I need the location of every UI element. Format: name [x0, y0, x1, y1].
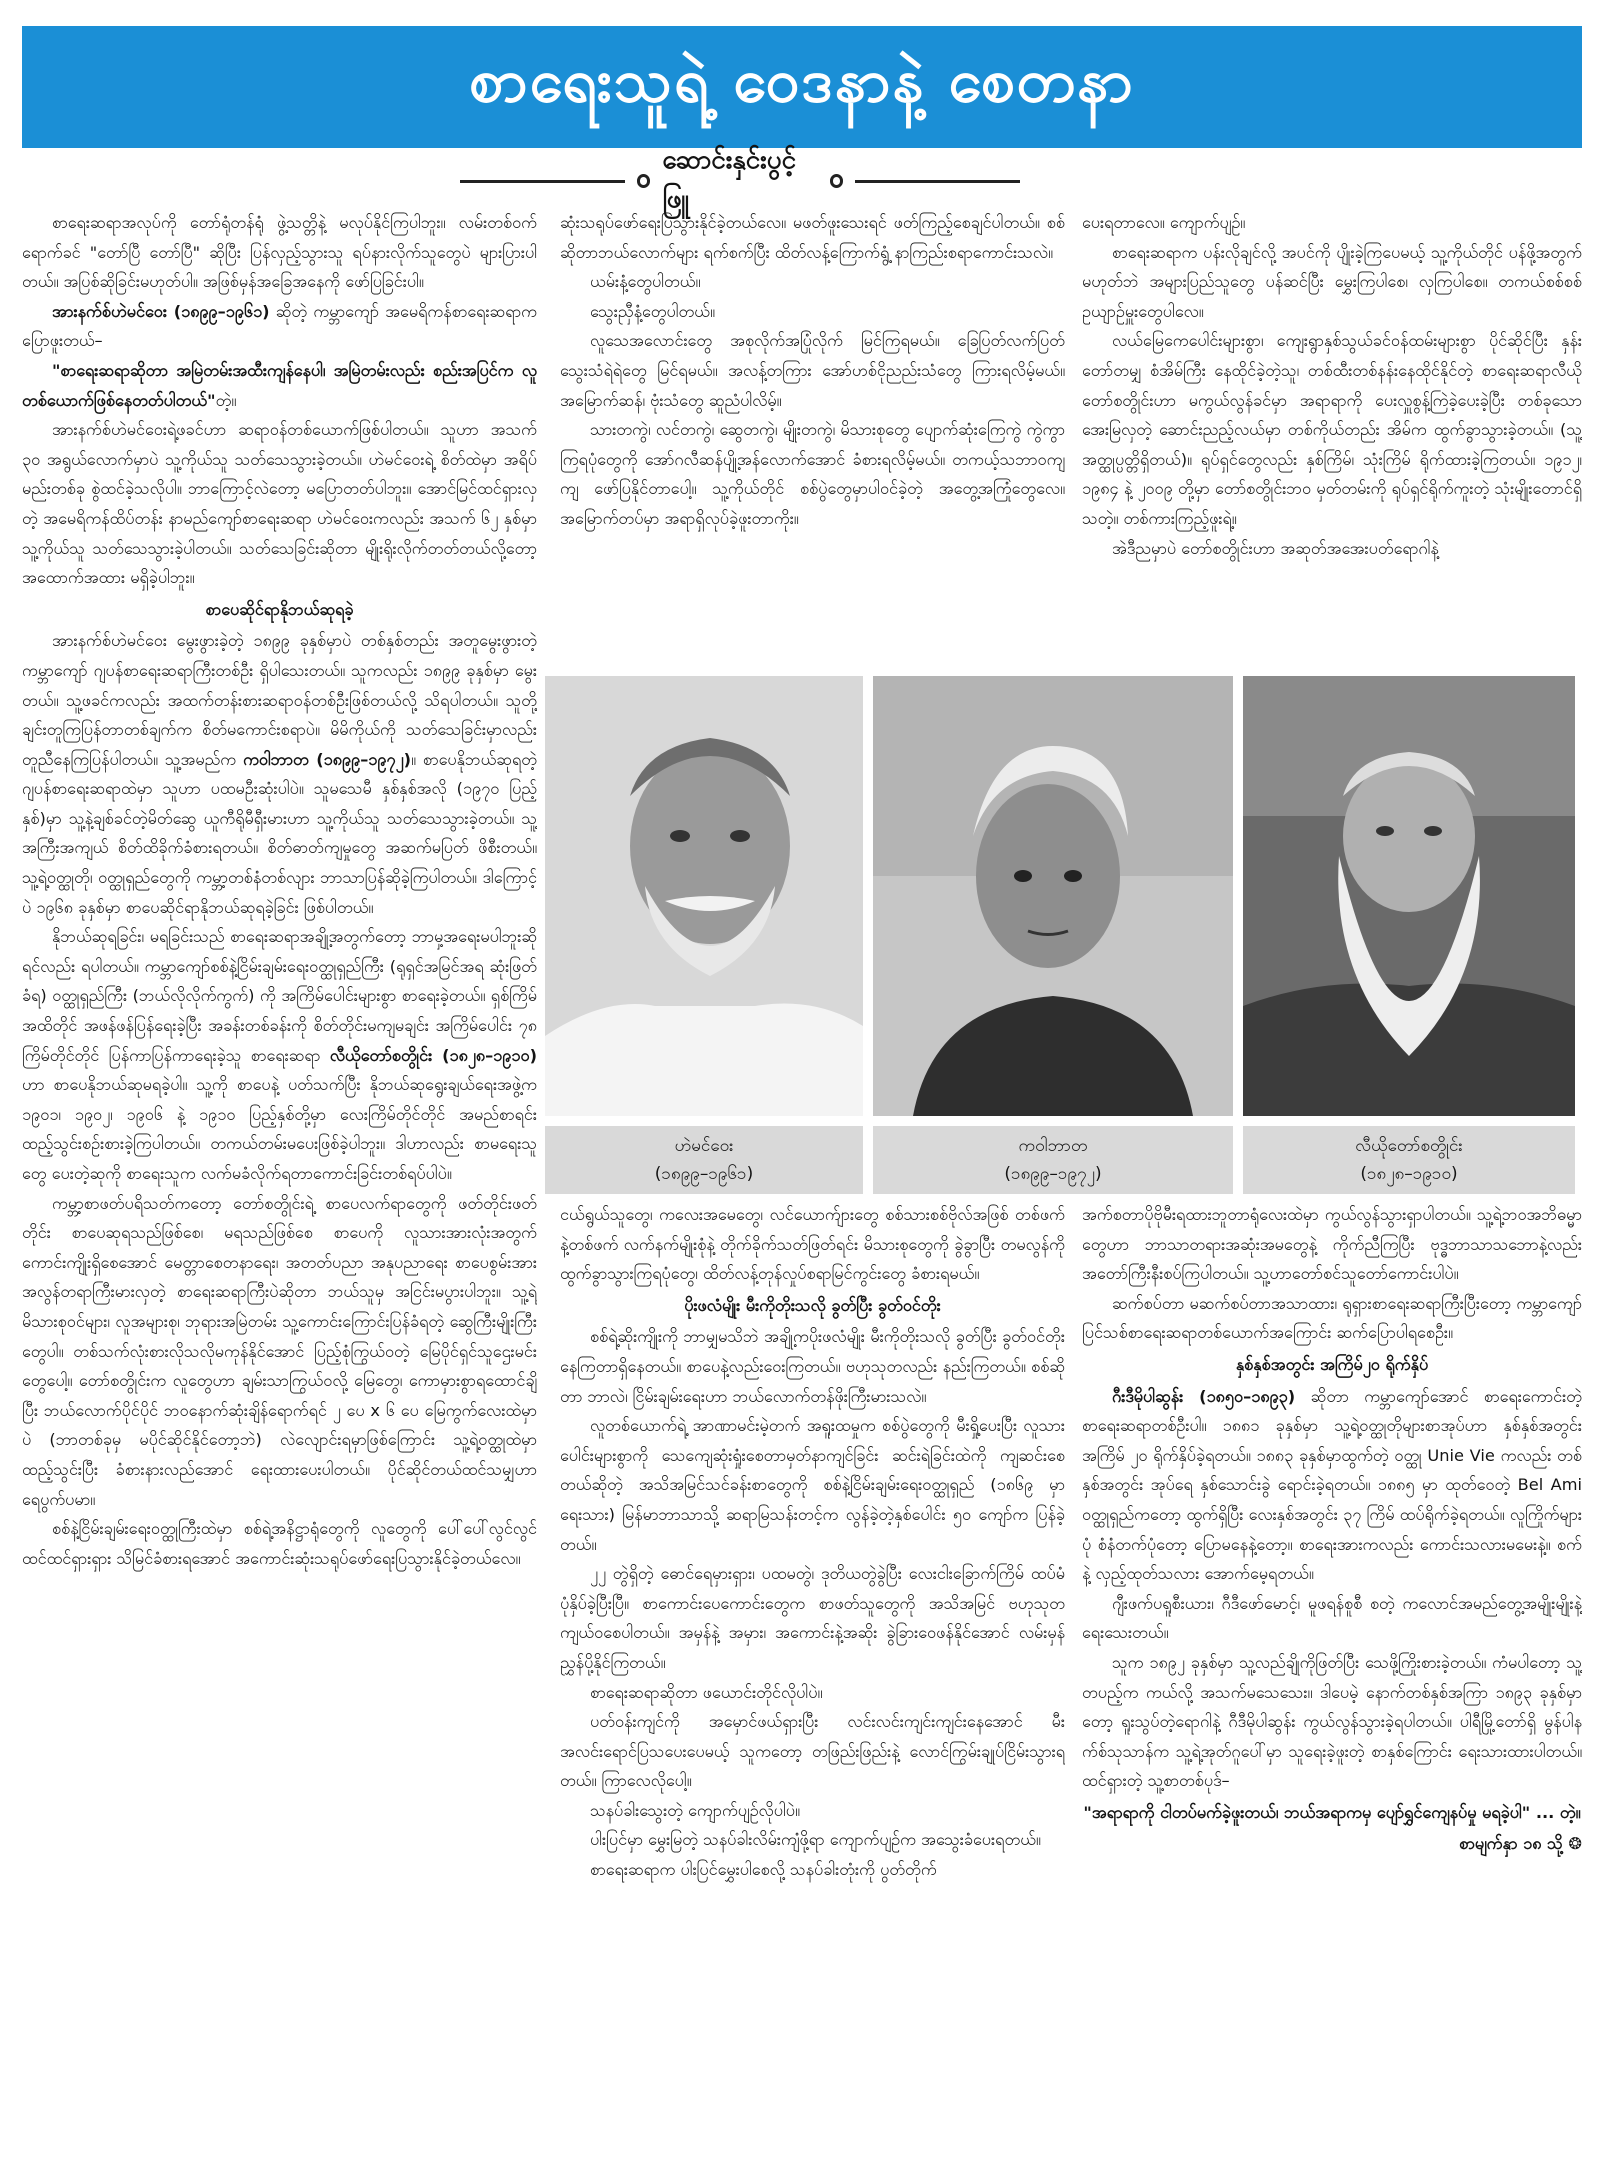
article-title: စာရေးသူရဲ့ ဝေဒနာနဲ့ စေတနာ: [469, 46, 1135, 116]
paragraph: [22, 297, 537, 356]
caption-years: (၁၈၉၉–၁၉၇၂): [1004, 1164, 1102, 1184]
paragraph: ပါးပြင်မှာ မွှေးမြတဲ့ သနပ်ခါးလိမ်းကျံဖို့ရာ ကျောက်ပျဉ်က အသွေးခံပေးရတယ်။: [590, 1830, 1041, 1850]
person-name: အားနက်စ်ဟဲမင်ဝေး (၁၈၉၉–၁၉၆၁): [52, 301, 270, 321]
column-3-bottom: [1082, 1200, 1582, 2155]
text: ဆိုတာ ကမ္ဘာကျော်အောင် စာရေးကောင်းတဲ့ စာရေးဆရာတစ်ဦးပါ။ ၁၈၈၁ ခုနှစ်မှာ သူ့ရဲ့ဝတ္ထုတိုများစာအုပ်ဟာ နှစ်နှစ်အတွင်း အကြိမ် ၂၀ ရိုက်နှိပ်ခဲ့ရတယ်။ ၁၈၈၃ ခုနှစ်မှာထွက်တဲ့ ဝတ္ထု Unie Vie ကလည်း တစ်နှစ်အတွင်း အုပ်ရေ နှစ်သောင်းခွဲ ရောင်းခဲ့ရတယ်။ ၁၈၈၅ မှာ ထုတ်ဝေတဲ့ Bel Ami ဝတ္ထုရှည်ကတော့ ထွက်ရှိပြီး လေးနှစ်အတွင်း ၃၇ ကြိမ် ထပ်ရိုက်ခဲ့ရတယ်။ လူကြိုက်များပုံ စံနံတက်ပုံတော့ ပြောမနေနဲ့တော့။ စာရေးအားကလည်း ကောင်းသလားမမေးနဲ့။ စက်နဲ့ လှည့်ထုတ်သလား အောက်မေ့ရတယ်။: [1082, 1386, 1582, 1584]
portrait-kawabata-image: [873, 676, 1233, 1116]
caption-years: (၁၈၂၈–၁၉၁၀): [1360, 1164, 1458, 1184]
paragraph: အဲဒီညမှာပဲ တော်စတွိုင်းဟာ အဆုတ်အအေးပတ်ရောဂါနဲ့: [1112, 538, 1439, 558]
quote: "အရာရာကို ငါတပ်မက်ခဲ့ဖူးတယ်၊ ဘယ်အရာကမှ ပျော်ရွှင်ကျေနပ်မှု မရခဲ့ပါ" ... တဲ့။: [1083, 1802, 1581, 1822]
quote: "စာရေးဆရာဆိုတာ အမြဲတမ်းအထီးကျန်နေပါ၊ အမြဲတမ်းလည်း စည်းအပြင်က လူတစ်ယောက်ဖြစ်နေတတ်ပါတယ်": [22, 360, 537, 410]
ring-ornament-icon: [637, 174, 651, 188]
portrait-kawabata: [873, 676, 1233, 1116]
portrait-hemingway-image: [545, 676, 863, 1116]
column-1: [22, 208, 537, 2158]
paragraph: [1082, 1382, 1582, 1589]
subheading: စာပေဆိုင်ရာနိုဘယ်ဆုရခဲ့: [205, 599, 354, 619]
subheading: နှစ်နှစ်အတွင်း အကြိမ်၂၀ ရိုက်နှိပ်: [1235, 1354, 1429, 1374]
text: ။ စာပေနိုဘယ်ဆုရတဲ့ဂျပန်စာရေးဆရာထဲမှာ သူဟာ ပထမဦးဆုံးပါပဲ။ သူမသေမီ နှစ်နှစ်အလို (၁၉၇၀ ပြည့်နှစ်)မှာ သူ့နဲ့ချစ်ခင်တဲ့မိတ်ဆွေ ယူကီရိုမီရှီးမားဟာ သူ့ကိုယ်သူ သတ်သေသွားခဲ့တယ်။ သူ့အကြီးအကျယ် စိတ်ထိခိုက်ခံစားရတယ်။ စိတ်ဓာတ်ကျမှုတွေ အဆက်မပြတ် ဖိစီးတယ်။ သူ့ရဲ့ဝတ္ထုတို၊ ဝတ္ထုရှည်တွေကို ကမ္ဘာ့တစ်နံတစ်လျား ဘာသာပြန်ဆိုခဲ့ကြပါတယ်။ ဒါကြောင့်ပဲ ၁၉၆၈ ခုနှစ်မှာ စာပေဆိုင်ရာနိုဘယ်ဆုရခဲ့ခြင်း ဖြစ်ပါတယ်။: [22, 749, 537, 917]
paragraph: စာရေးဆရာအလုပ်ကို တော်ရုံတန်ရုံ ဖွဲ့သတ္တိနဲ့ မလုပ်နိုင်ကြပါဘူး။ လမ်းတစ်ဝက်ရောက်ခင် "တော်ပြီ တော်ပြီ" ဆိုပြီး ပြန်လှည့်သွားသူ ရပ်နားလိုက်သူတွေပဲ များပြားပါတယ်။ အပြစ်ဆိုခြင်းမဟုတ်ပါ။ အဖြစ်မှန်အခြေအနေကို ဖော်ပြခြင်းပါ။: [22, 213, 537, 292]
caption-name: လီယိုတော်စတွိုင်း: [1355, 1136, 1463, 1156]
caption-tolstoy: [1243, 1126, 1575, 1194]
paragraph: [22, 626, 537, 922]
paragraph: စာရေးဆရာက ပန်းလိုချင်လို့ အပင်ကို ပျိုးခဲ့ကြပေမယ့် သူ့ကိုယ်တိုင် ပန်ဖို့အတွက်မဟုတ်ဘဲ အများပြည်သူတွေ ပန်ဆင်ပြီး မွှေးကြပါစေ၊ လှကြပါစေ။ တကယ်စစ်စစ် ဥယျာဉ်မှူးတွေပါလေ။: [1082, 242, 1582, 321]
caption-hemingway: [545, 1126, 863, 1194]
person-name: ကဝါဘာတ (၁၈၉၉–၁၉၇၂): [243, 749, 411, 769]
text: အားနက်စ်ဟဲမင်ဝေး မွေးဖွားခဲ့တဲ့ ၁၈၉၉ ခုနှစ်မှာပဲ တစ်နှစ်တည်း အတူမွေးဖွားတဲ့ ကမ္ဘာကျော် ဂျပန်စာရေးဆရာကြီးတစ်ဦး ရှိပါသေးတယ်။ သူကလည်း ၁၈၉၉ ခုနှစ်မှာ မွေးတယ်။ သူ့ဖခင်ကလည်း အထက်တန်းစားဆရာဝန်တစ်ဦးဖြစ်တယ်လို့ သိရပါတယ်။ သူတို့ချင်းတူကြပြန်တာတစ်ချက်က စိတ်မကောင်းစရာပဲ။ မိမိကိုယ်ကို သတ်သေခြင်းမှာလည်း တူညီနေကြပြန်ပါတယ်။ သူ့အမည်က: [22, 631, 537, 769]
portrait-gallery: [545, 676, 1575, 1196]
text: တဲ့။: [215, 390, 237, 410]
paragraph: သနပ်ခါးသွေးတဲ့ ကျောက်ပျဉ်လိုပါပဲ။: [590, 1800, 800, 1820]
byline-rule-right: [855, 180, 1020, 183]
paragraph: စစ်ရဲ့ဆိုးကျိုးကို ဘာမျှမသိဘဲ အချို့ကပိုးဖလံမျိုး မီးကိုတိုးသလို ခွတ်ပြီး ခွတ်ဝင်တိုးနေကြတာရှိနေတယ်။ စာပေနဲ့လည်းဝေးကြတယ်။ ဗဟုသုတလည်း နည်းကြတယ်။ စစ်ဆိုတာ ဘာလဲ၊ ငြိမ်းချမ်းရေးဟာ ဘယ်လောက်တန်ဖိုးကြီးမားသလဲ။: [560, 1327, 1065, 1406]
subheading: ပိုးဖလံမျိုး မီးကိုတိုးသလို ခွတ်ပြီး ခွတ်ဝင်တိုး: [684, 1295, 941, 1315]
column-3-top: [1082, 208, 1582, 670]
byline: [460, 145, 1020, 214]
portrait-tolstoy-image: [1243, 676, 1575, 1116]
paragraph: လယ်မြေကေပေါင်းများစွာ၊ ကျေးရွာနှစ်သွယ်ခင်ဝန်ထမ်းများစွာ ပိုင်ဆိုင်ပြီး နှန်းတော်တမျှ စံအိမ်ကြီး နေထိုင်ခဲ့တဲ့သူ၊ တစ်ထီးတစ်နန်းနေထိုင်နိုင်တဲ့ စာရေးဆရာလီယိုတော်စတွိုင်းဟာ မကွယ်လွန်ခင်မှာ အရာရာကို ပေးလှူစွန့်ကြဲခဲ့ပေးခဲ့ပြီး တစ်ခုသော အေးမြလှတဲ့ ဆောင်းညည့်လယ်မှာ တစ်ကိုယ်တည်း အိမ်က ထွက်ခွာသွားခဲ့တယ်။ (သူ့အတ္ထုပ္ပတ္တိရှိတယ်)။ ရုပ်ရှင်တွေလည်း နှစ်ကြိမ်၊ သုံးကြိမ် ရိုက်ထားခဲ့ကြတယ်။ ၁၉၁၂၊ ၁၉၈၄ နဲ့ ၂၀၀၉ တို့မှာ တော်စတွိုင်းဘဝ မှတ်တမ်းကို ရုပ်ရှင်ရိုက်ကူးတဲ့ သုံးမျိုးတောင်ရှိသတဲ့။ တစ်ကားကြည့်ဖူးရဲ့။: [1082, 331, 1582, 528]
caption-name: ဟဲမင်ဝေး: [674, 1136, 734, 1156]
paragraph: ဂျီးဖက်ပရူစီးယား၊ ဂီဒီဖော်မောင့်၊ မူဖရန်စူစီ စတဲ့ ကလောင်အမည်တွေ့အမျိုးမျိုးနဲ့ ရေးသေးတယ်။: [1082, 1593, 1582, 1643]
paragraph: စာရေးဆရာဆိုတာ ဖယောင်းတိုင်လိုပါပဲ။: [590, 1682, 823, 1702]
paragraph: [22, 356, 537, 415]
portrait-tolstoy: [1243, 676, 1575, 1116]
byline-rule-left: [460, 180, 625, 183]
paragraph: လူသေအလောင်းတွေ အစုလိုက်အပြုံလိုက် မြင်ကြရမယ်။ ခြေပြတ်လက်ပြတ် သွေးသံရဲရဲတွေ မြင်ရမယ်။ အလန့်တကြား အော်ဟစ်ငိုညည်းသံတွေ ကြားရလိမ့်မယ်။ အမြောက်ဆန်၊ ဗုံးသံတွေ ဆူညံပါလိမ့်။: [560, 331, 1065, 410]
person-name: လီယိုတော်စတွိုင်း (၁၈၂၈–၁၉၁၀): [329, 1045, 537, 1065]
paragraph: ကမ္ဘာ့စာဖတ်ပရိသတ်ကတော့ တော်စတွိုင်းရဲ့ စာပေလက်ရာတွေကို ဖတ်တိုင်းဖတ်တိုင်း စာပေဆုရသည်ဖြစ်စေ၊ မရသည်ဖြစ်စေ စာပေကို လူသားအားလုံးအတွက် ကောင်းကျိုးရှိစေအောင် မေတ္တာစေတနာရေး၊ အတတ်ပညာ အနုပညာရေး စာပေစွမ်းအား အလွန်တရာကြီးမားလှတဲ့ စာရေးဆရာကြီးပဲဆိုတာ ဘယ်သူမှ အငြင်းမပွားပါဘူး။ သူ့ရဲ့မိသားစုဝင်များ၊ လူအများစု၊ ဘုရားအမြဲတမ်း သူ့ကောင်းကြောင်းပြန်ခံရတဲ့ ဆွေကြီးမျိုးကြီးတွေပါ။ တစ်သက်လုံးစားလိုသလိုမကုန်နိုင်အောင် ပြည့်စုံကြွယ်ဝတဲ့ မြေပိုင်ရှင်သူဌေးမင်းတွေပေါ့။ တော်စတွိုင်းက လူတွေဟာ ချမ်းသာကြွယ်ဝလို့ မြေတွေ၊ ကောမှားစွာရထောင်ချိပြီး ဘယ်လောက်ပိုင်ပိုင် ဘဝနောက်ဆုံးချိန်ရောက်ရင် ၂ ပေ x ၆ ပေ မြေကွက်လေးထဲမှာပဲ (ဘာတစ်ခုမှ မပိုင်ဆိုင်နိုင်တော့ဘဲ) လဲလျောင်းရမှာဖြစ်ကြောင်း သူ့ရဲ့ဝတ္ထုထဲမှာ ထည့်သွင်းပြီး ခံစားနားလည်အောင် ရေးထားပေးပါတယ်။ ပိုင်ဆိုင်တယ်ထင်သမျှဟာ ရေပွက်ပမာ။: [22, 1193, 537, 1509]
author-name: ဆောင်းနှင်းပွင့်ဖြူ: [662, 145, 797, 214]
text: နိုဘယ်ဆုရခြင်း၊ မရခြင်းသည် စာရေးဆရာအချို့အတွက်တော့ ဘာမှ့အရေးမပါဘူးဆိုရင်လည်း ရပါတယ်။ ကမ္ဘာကျော်စစ်နဲ့ငြိမ်းချမ်းရေးဝတ္ထုရှည်ကြီး (ရုရှင်အမြင်အရ ဆုံးဖြတ်ခံရ) ဝတ္ထုရှည်ကြီး (ဘယ်လိုလိုက်ကွက်) ကို အကြိမ်ပေါင်းများစွာ စာရေးခဲ့တယ်။ ရှစ်ကြိမ် အထိတိုင် အဖန်ဖန်ပြန်ရေးခဲ့ပြီး အခန်းတစ်ခန်းကို စိတ်တိုင်းမကျမချင်း အကြိမ်ပေါင်း ၇၈ ကြိမ်တိုင်တိုင် ပြန်ကာပြန်ကာရေးခဲ့သူ စာရေးဆရာ: [22, 927, 537, 1065]
paragraph: ဆက်စပ်တာ မဆက်စပ်တာအသာထား၊ ရုရှားစာရေးဆရာကြီးပြီးတော့ ကမ္ဘာကျော် ပြင်သစ်စာရေးဆရာတစ်ယောက်အကြောင်း ဆက်ပြောပါရစေဦး။: [1082, 1293, 1582, 1343]
portrait-hemingway: [545, 676, 863, 1116]
paragraph: ပတ်ဝန်းကျင်ကို အမှောင်ဖယ်ရှားပြီး လင်းလင်းကျင်းကျင်းနေအောင် မီးအလင်းရောင်ပြသပေးပေမယ့် သူကတော့ တဖြည်းဖြည်းနဲ့ လောင်ကြွမ်းချုပ်ငြိမ်းသွားရတယ်။ ကြာလေလိုပေါ့။: [560, 1712, 1065, 1791]
caption-years: (၁၈၉၉–၁၉၆၁): [654, 1164, 754, 1184]
paragraph: အက်စတာပိုဗိုမီးရထားဘူတာရုံလေးထဲမှာ ကွယ်လွန်သွားရှာပါတယ်။ သူ့ရဲ့ဘဝအဘိဓမ္မာတွေဟာ ဘာသာတရားအဆုံးအမတွေနဲ့ ကိုက်ညီကြပြီး ဗုဒ္ဓဘာသာသဘောနဲ့လည်း အတော်ကြီးနီးစပ်ကြပါတယ်။ သူ့ဟာတော်စင်သူတော်ကောင်းပါပဲ။: [1082, 1205, 1582, 1284]
paragraph: သူက ၁၈၉၂ ခုနှစ်မှာ သူ့လည်ချိုကိုဖြတ်ပြီး သေဖို့ကြိုးစားခဲ့တယ်။ ကံမပါတော့ သူ့တပည့်က ကယ်လို့ အသက်မသေသေး။ ဒါပေမဲ့ နောက်တစ်နှစ်အကြာ ၁၈၉၃ ခုနှစ်မှာတော့ ရူးသွပ်တဲ့ရောဂါနဲ့ ဂီဒီမိုပါဆွန်း ကွယ်လွန်သွားခဲ့ရပါတယ်။ ပါရီမြို့တော်ရှိ မွန်ပါနက်စ်သုသာန်က သူ့ရဲ့အုတ်ဂူပေါ်မှာ သူရေးခဲ့ဖူးတဲ့ စာနှစ်ကြောင်း ရေးသားထားပါတယ်။ ထင်ရှားတဲ့ သူ့စာတစ်ပုဒ်–: [1082, 1652, 1582, 1791]
paragraph: ၂၂ တွဲရှိတဲ့ ဓောင်ရေမှားရှား၊ ပထမတွဲ၊ ဒုတိယတွဲခွဲပြီး လေးငါးခြောက်ကြိမ် ထပ်မံပုံနှိပ်ခဲ့ပြီးပြီ။ စာကောင်းပေကောင်းတွေက စာဖတ်သူတွေကို အသိအမြင် ဗဟုသုတ ကျယ်ဝစေပါတယ်။ အမှန်နဲ့ အမှား၊ အကောင်းနဲ့အဆိုး ခွဲခြားဝေဖန်နိုင်အောင် လမ်းမှန်ညွှန်ပို့နိုင်ကြတယ်။: [560, 1564, 1065, 1672]
paragraph: စစ်နဲ့ငြိမ်းချမ်းရေးဝတ္ထုကြီးထဲမှာ စစ်ရဲ့အနိဋ္ဌာရုံတွေကို လူတွေကို ပေါ်ပေါ်လွင်လွင် ထင်ထင်ရှားရှား သိမြင်ခံစားရအောင် အကောင်းဆုံးသရုပ်ဖော်ရေးပြသွားနိုင်ခဲ့တယ်လေ။: [22, 1519, 537, 1568]
paragraph: ယမ်းနံ့တွေပါတယ်။: [590, 272, 701, 292]
caption-kawabata: [873, 1126, 1233, 1194]
paragraph: စာရေးဆရာက ပါးပြင်မွှေးပါစေလို့ သနပ်ခါးတုံးကို ပွတ်တိုက်: [590, 1860, 937, 1880]
paragraph: လူတစ်ယောက်ရဲ့ အာဏာမင်းမဲ့တက် အရူးထမှုက စစ်ပွဲတွေကို မီးရှို့ပေးပြီး လူသားပေါင်းများစွာကို သေကျေဆုံးရှုံးစေတာမှတ်နာကျင်ခြင်း ဆင်းရဲခြင်းထဲကို ကျဆင်းစေတယ်ဆိုတဲ့ အသိအမြင်သင်ခန်းစာတွေကို စစ်နဲ့ငြိမ်းချမ်းရေးဝတ္ထုရှည် (၁၈၆၉ မှာ ရေးသား) မြန်မာဘာသာသို့ ဆရာမြသန်းတင့်က လွန်ခဲ့တဲ့နှစ်ပေါင်း ၅၀ ကျော်က ပြန်ခဲ့တယ်။: [560, 1416, 1065, 1554]
text: ဆိုတဲ့ ကမ္ဘာကျော် အမေရိကန်စာရေးဆရာက ပြောဖူးတယ်–: [22, 301, 537, 351]
column-2-top: [560, 208, 1065, 670]
paragraph: ပေးရတာလေ။ ကျောက်ပျဉ်။: [1082, 213, 1246, 232]
title-banner: [22, 26, 1582, 148]
paragraph: [22, 922, 537, 1188]
paragraph: သွေးညှီနံ့တွေပါတယ်။: [590, 301, 715, 321]
text: ဟာ စာပေနိုဘယ်ဆုမရခဲ့ပါ။ သူ့ကို စာပေနဲ့ ပတ်သက်ပြီး နိုဘယ်ဆုရွေးချယ်ရေးအဖွဲ့က ၁၉၀၁၊ ၁၉၀၂၊ ၁၉၀၆ နဲ့ ၁၉၁၀ ပြည့်နှစ်တို့မှာ လေးကြိမ်တိုင်တိုင် အမည်စာရင်း ထည့်သွင်းစဉ်းစားခဲ့ကြပါတယ်။ တကယ်တမ်းမပေးဖြစ်ခဲ့ပါဘူး။ ဒါဟာလည်း စာမရေးသူတွေ ပေးတဲ့ဆုကို စာရေးသူက လက်မခံလိုက်ရတာကောင်းခြင်းတစ်ရပ်ပါပဲ။: [22, 1075, 537, 1183]
paragraph: အားနက်စ်ဟဲမင်ဝေးရဲ့ဖခင်ဟာ ဆရာဝန်တစ်ယောက်ဖြစ်ပါတယ်။ သူဟာ အသက် ၃၀ အရွယ်လောက်မှာပဲ သူ့ကိုယ်သူ သတ်သေသွားခဲ့တယ်။ ဟဲမင်ဝေးရဲ့ စိတ်ထဲမှာ အရိပ်မည်းတစ်ခု စွဲထင်ခဲ့သလိုပါ။ ဘာကြောင့်လဲတော့ မပြောတတ်ပါဘူး။ အောင်မြင်ထင်ရှားလှတဲ့ အမေရိကန်ထိပ်တန်း နာမည်ကျော်စာရေးဆရာ ဟဲမင်ဝေးကလည်း အသက် ၆၂ နှစ်မှာ သူ့ကိုယ်သူ သတ်သေသွားခဲ့ပါတယ်။ သတ်သေခြင်းဆိုတာ မျိုးရိုးလိုက်တတ်တယ်လို့တော့ အထောက်အထား မရှိခဲ့ပါဘူး။: [22, 420, 537, 588]
person-name: ဂီးဒီမိုပါဆွန်း (၁၈၅၀–၁၈၉၃): [1112, 1386, 1296, 1406]
paragraph: သားတကွဲ၊ လင်တကွဲ၊ ဆွေတကွဲ၊ မျိုးတကွဲ၊ မိသားစုတွေ ပျောက်ဆုံးကြေကွဲ ကွဲကွာကြရပုံတွေကို အော်ဂလီဆန်ပျို့အန်လောက်အောင် ခံစားရလိမ့်မယ်။ တကယ့်သဘာဝကျကျ ဖော်ပြနိုင်တာပေါ့။ သူ့ကိုယ်တိုင် စစ်ပွဲတွေမှာပါဝင်ခဲ့တဲ့ အတွေ့အကြုံတွေလေ။ အမြောက်တပ်မှာ အရာရှိလုပ်ခဲ့ဖူးတာကိုး။: [560, 420, 1065, 528]
paragraph: ငယ်ရွယ်သူတွေ၊ ကလေးအမေတွေ၊ လင်ယောက်ျားတွေ စစ်သားစစ်ဗိုလ်အဖြစ် တစ်ဖက်နဲ့တစ်ဖက် လက်နက်မျိုးစုံနဲ့ တိုက်ခိုက်သတ်ဖြတ်ရင်း မိသားစုတွေကို ခွဲခွာပြီး တမလွန်ကို ထွက်ခွာသွားကြရပုံတွေ၊ ထိတ်လန့်တုန်လှုပ်စရာမြင်ကွင်းတွေ ခံစားရမယ်။: [560, 1205, 1065, 1284]
column-2-bottom: [560, 1200, 1065, 2155]
ring-ornament-icon: [830, 174, 844, 188]
caption-name: ကဝါဘာတ: [1018, 1136, 1088, 1156]
continued-on-page: စာမျက်နှာ ၁၈ သို့ ❂: [1459, 1834, 1582, 1854]
paragraph: ဆုံးသရုပ်ဖော်ရေးပြသွားနိုင်ခဲ့တယ်လေ။ မဖတ်ဖူးသေးရင် ဖတ်ကြည့်စေချင်ပါတယ်။ စစ်ဆိုတာဘယ်လောက်များ ရက်စက်ပြီး ထိတ်လန့်ကြောက်ရွံ့ နာကြည်းစရာကောင်းသလဲ။: [560, 213, 1065, 262]
